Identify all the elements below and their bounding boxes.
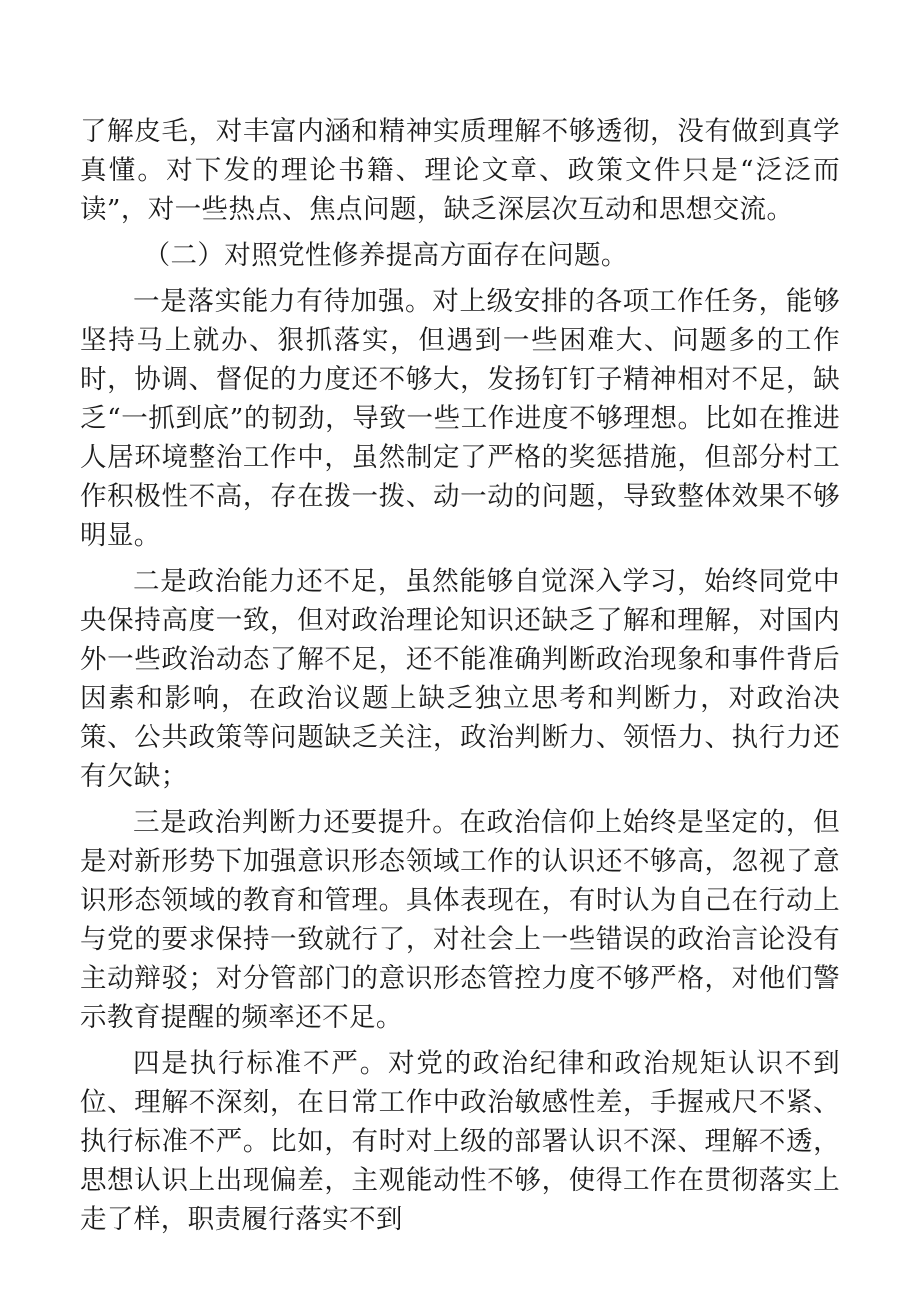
- section-heading: （二）对照党性修养提高方面存在问题。: [143, 240, 628, 271]
- document-body: [80, 112, 840, 1246]
- paragraph-item-1: 一是落实能力有待加强。对上级安排的各项工作任务，能够坚持马上就办、狠抓落实，但遇到一些困难大、问题多的工作时，协调、督促的力度还不够大，发扬钉钉子精神相对不足，缺乏“一抓到底”的韧劲，导致一些工作进度不够理想。比如在推进人居环境整治工作中，虽然制定了严格的奖惩措施，但部分村工作积极性不高，存在拨一拨、动一动的问题，导致整体效果不够明显。: [80, 286, 840, 551]
- paragraph-item-2: 二是政治能力还不足，虽然能够自觉深入学习，始终同党中央保持高度一致，但对政治理论知识还缺乏了解和理解，对国内外一些政治动态了解不足，还不能准确判断政治现象和事件背后因素和影响，在政治议题上缺乏独立思考和判断力，对政治决策、公共政策等问题缺乏关注，政治判断力、领悟力、执行力还有欠缺；: [80, 566, 840, 792]
- paragraph-item-3: 三是政治判断力还要提升。在政治信仰上始终是坚定的，但是对新形势下加强意识形态领域工作的认识还不够高，忽视了意识形态领域的教育和管理。具体表现在，有时认为自己在行动上与党的要求保持一致就行了，对社会上一些错误的政治言论没有主动辩驳；对分管部门的意识形态管控力度不够严格，对他们警示教育提醒的频率还不足。: [80, 807, 840, 1033]
- paragraph-item-4: 四是执行标准不严。对党的政治纪律和政治规矩认识不到位、理解不深刻，在日常工作中政治敏感性差，手握戒尺不紧、执行标准不严。比如，有时对上级的部署认识不深、理解不透，思想认识上出现偏差，主观能动性不够，使得工作在贯彻落实上走了样，职责履行落实不到: [80, 1048, 840, 1235]
- paragraph-continuation: 了解皮毛，对丰富内涵和精神实质理解不够透彻，没有做到真学真懂。对下发的理论书籍、理论文章、政策文件只是“泛泛而读”，对一些热点、焦点问题，缺乏深层次互动和思想交流。: [80, 116, 840, 225]
